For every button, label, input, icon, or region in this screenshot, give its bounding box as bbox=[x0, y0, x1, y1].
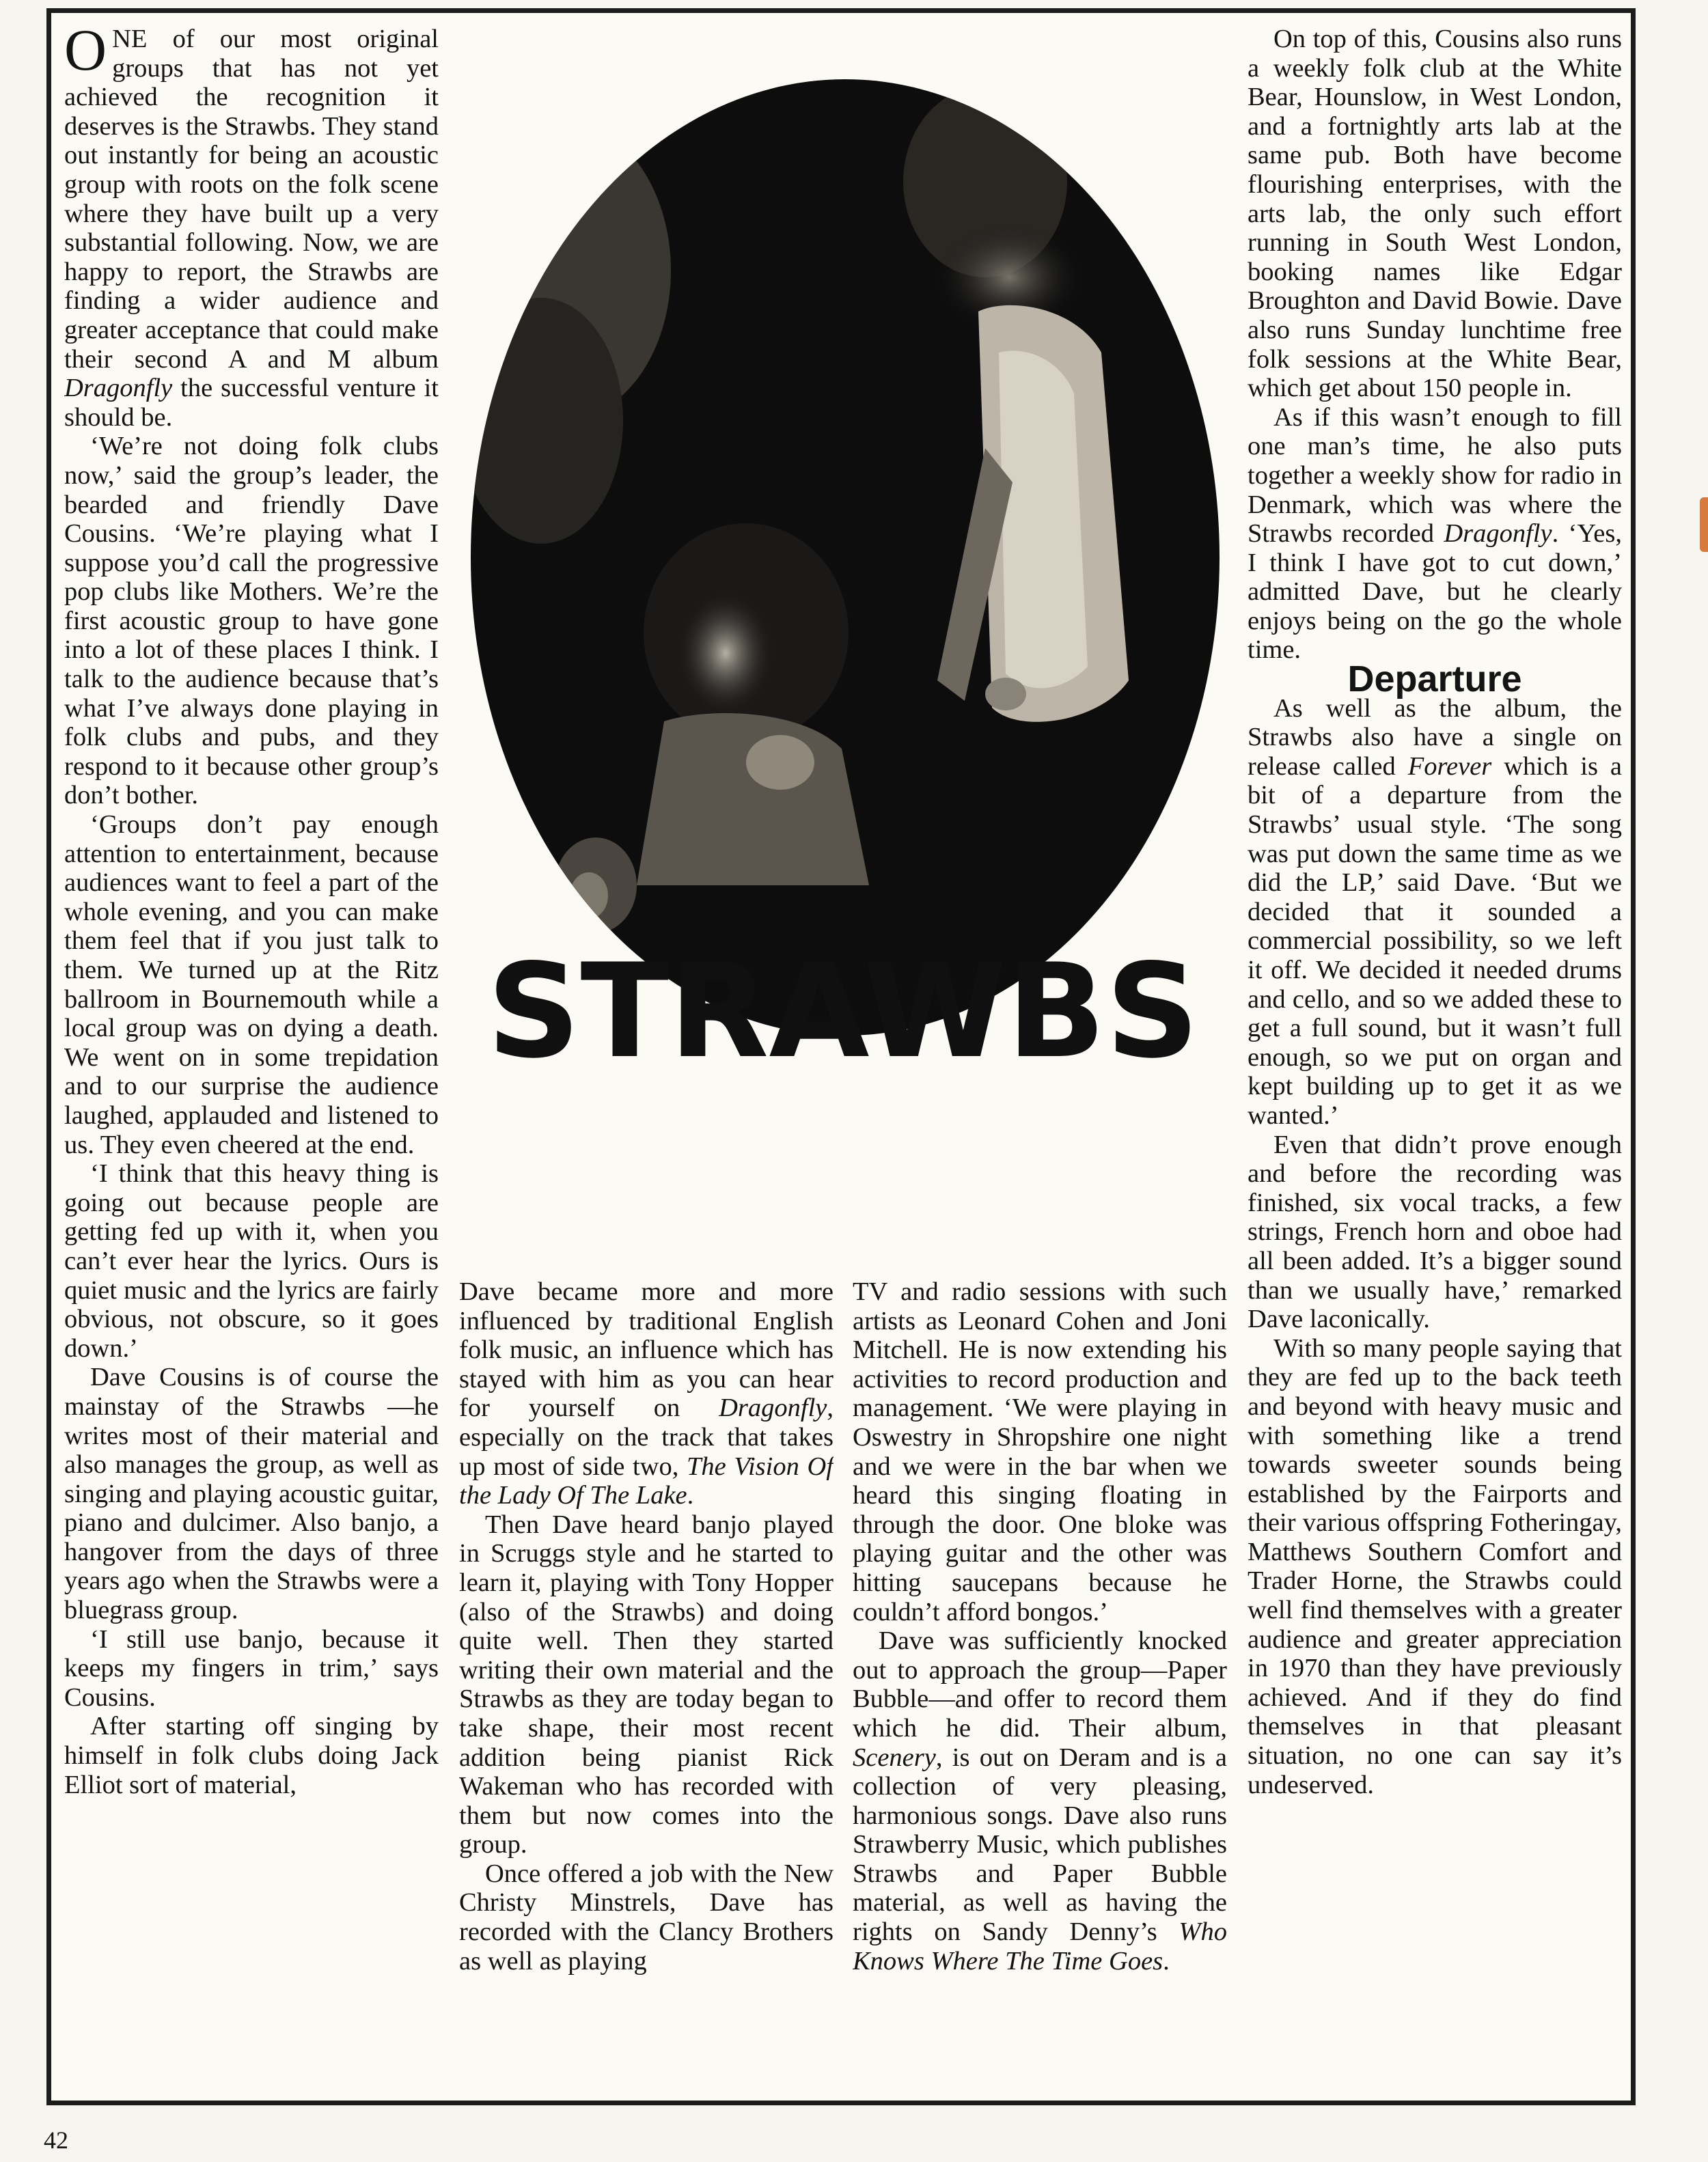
page-number: 42 bbox=[44, 2126, 68, 2154]
article-column-3 bbox=[853, 1277, 1227, 2097]
paragraph-1: ONE of our most original groups that has not yet achieved the recognition it deserves is the Strawbs. They stand out instantly for being an acoustic group with roots on the folk scene where they have built up a very substantial following. Now, we are happy to report, the Strawbs are finding a wider audience and greater acceptance that could make their second A and M album Dragonfly the successful venture it should be. bbox=[64, 25, 439, 432]
paragraph-5: Dave Cousins is of course the mainstay of the Strawbs —he writes most of their material and also manages the group, as well as singing and playing acoustic guitar, piano and dulcimer. Also banjo, a hangover from the days of three years ago when the Strawbs were a bluegrass group. bbox=[64, 1363, 439, 1625]
paragraph-11: TV and radio sessions with such artists as Leonard Cohen and Joni Mitchell. He is now extending his activities to record production and management. ‘We were playing in Oswestry in Shropshire one night and we were in the bar when we heard this singing floating in through the door. One bloke was playing guitar and the other was hitting saucepans because he couldn’t afford bongos.’ bbox=[853, 1277, 1227, 1626]
drop-cap: O bbox=[64, 25, 107, 83]
paragraph-3: ‘Groups don’t pay enough attention to entertainment, because audiences want to feel a part of the whole evening, and you can make them feel that if you just talk to them. We turned up at the Ritz ballroom in Bournemouth while a local group was on dying a death. We went on in some trepidation and to our surprise the audience laughed, applauded and listened to us. They even cheered at the end. bbox=[64, 810, 439, 1159]
paragraph-4: ‘I think that this heavy thing is going out because people are getting fed up with it, when you can’t ever hear the lyrics. Ours is quiet music and the lyrics are fairly obvious, not obscure, so it goes down.’ bbox=[64, 1159, 439, 1363]
paragraph-6: ‘I still use banjo, because it keeps my fingers in trim,’ says Cousins. bbox=[64, 1624, 439, 1712]
article-column-4 bbox=[1248, 25, 1622, 2094]
paragraph-7: After starting off singing by himself in folk clubs doing Jack Elliot sort of material, bbox=[64, 1712, 439, 1799]
paragraph-12: Dave was sufficiently knocked out to approach the group—Paper Bubble—and offer to record them which he did. Their album, Scenery, is out on Deram and is a collection of very pleasing, harmonious songs. Dave also runs Strawberry Music, which publishes Strawbs and Paper Bubble material, as well as having the rights on Sandy Denny’s Who Knows Where The Time Goes. bbox=[853, 1626, 1227, 1976]
strawbs-title: STRAWBS bbox=[486, 936, 1200, 1087]
paragraph-14: As if this wasn’t enough to fill one man’s time, he also puts together a weekly show for radio in Denmark, which was where the Strawbs recorded Dragonfly. ‘Yes, I think I have got to cut down,’ admitted Dave, but he clearly enjoys being on the go the whole time. bbox=[1248, 402, 1622, 665]
band-photo bbox=[459, 66, 1227, 1131]
paragraph-8: Dave became more and more influenced by traditional English folk music, an influence which has stayed with him as you can hear for yourself on Dragonfly, especially on the track that takes up most of side two, The Vision Of the Lady Of The Lake. bbox=[459, 1277, 834, 1510]
paragraph-15: As well as the album, the Strawbs also have a single on release called Forever which is a bit of a departure from the Strawbs’ usual style. ‘The song was put down the same time as we did the LP,’ said Dave. ‘But we decided that it sounded a commercial possibility, so we left it off. We decided it needed drums and cello, and so we added these to get a full sound, but it wasn’t full enough, so we put on organ and kept building up to get it as we wanted.’ bbox=[1248, 693, 1622, 1130]
article-column-2 bbox=[459, 1277, 834, 2097]
paragraph-13: On top of this, Cousins also runs a weekly folk club at the White Bear, Hounslow, in West London, and a fortnightly arts lab at the same pub. Both have become flourishing enterprises, with the arts lab, the only such effort running in South West London, booking names like Edgar Broughton and David Bowie. Dave also runs Sunday lunchtime free folk sessions at the White Bear, which get about 150 people in. bbox=[1248, 25, 1622, 403]
paragraph-10: Once offered a job with the New Christy Minstrels, Dave has recorded with the Clancy Brothers as well as playing bbox=[459, 1859, 834, 1976]
article-column-1 bbox=[64, 25, 439, 2094]
page-edge-mark bbox=[1700, 497, 1708, 552]
paragraph-9: Then Dave heard banjo played in Scruggs style and he started to learn it, playing with Tony Hopper (also of the Strawbs) and doing quite well. Then they started writing their own material and the Strawbs as they are today began to take shape, their most recent addition being pianist Rick Wakeman who has recorded with them but now comes into the group. bbox=[459, 1510, 834, 1859]
paragraph-17: With so many people saying that they are fed up to the back teeth and beyond with heavy music and with something like a trend towards sweeter sounds being established by the Fairports and their various offspring Fotheringay, Matthews Southern Comfort and Trader Horne, the Strawbs could well find themselves with a greater audience and greater appreciation in 1970 than they have previously achieved. And if they do find themselves in that pleasant situation, no one can say it’s undeserved. bbox=[1248, 1333, 1622, 1799]
paragraph-2: ‘We’re not doing folk clubs now,’ said the group’s leader, the bearded and friendly Dave Cousins. ‘We’re playing what I suppose you’d call the progressive pop clubs like Mothers. We’re the first acoustic group to have gone into a lot of these places I think. I talk to the audience because that’s what I’ve always done playing in folk clubs and pubs, and they respond to it because other group’s don’t bother. bbox=[64, 432, 439, 810]
section-heading: Departure bbox=[1347, 659, 1522, 700]
paragraph-16: Even that didn’t prove enough and before the recording was finished, six vocal tracks, a few strings, French horn and oboe had all been added. It’s a bigger sound than we usually have,’ remarked Dave laconically. bbox=[1248, 1130, 1622, 1334]
